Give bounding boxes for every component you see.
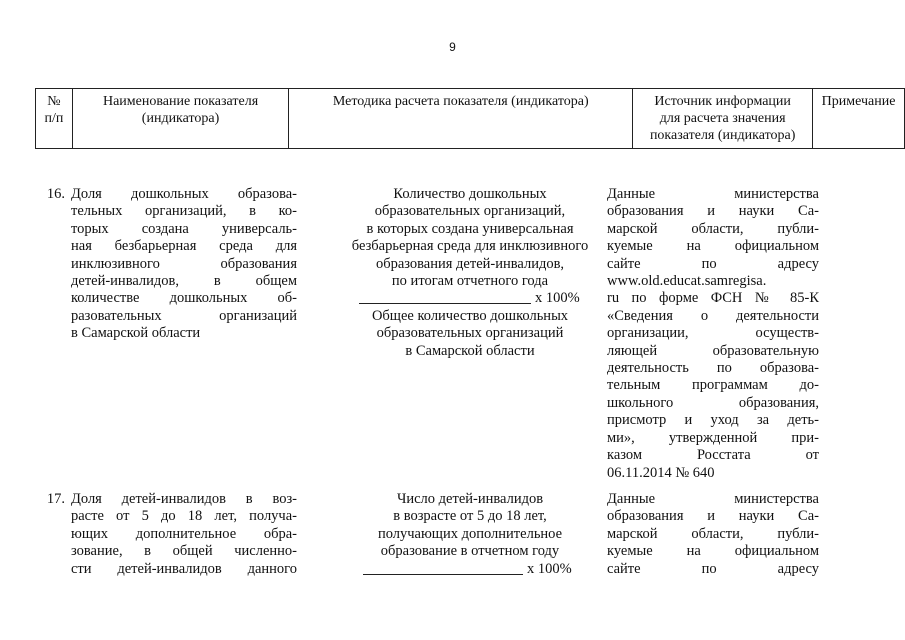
method-numerator-line: образование в отчетном году bbox=[380, 543, 560, 560]
header-source-line: показателя (индикатора) bbox=[649, 128, 796, 143]
fraction-bar bbox=[305, 561, 635, 578]
source-line: тельным программам до- bbox=[607, 377, 819, 394]
source-line: казом Росстата от bbox=[607, 447, 819, 464]
header-source-line: Источник информации bbox=[654, 94, 791, 109]
fraction-line bbox=[359, 303, 531, 304]
table-row bbox=[35, 491, 905, 591]
indicator-name-line: количестве дошкольных об- bbox=[71, 290, 297, 307]
indicator-name-line: инклюзивного образования bbox=[71, 255, 297, 272]
indicator-name-line: Доля детей-инвалидов в воз- bbox=[71, 491, 297, 507]
information-source bbox=[607, 186, 819, 482]
source-line: ru по форме ФСН № 85-К bbox=[607, 290, 819, 307]
method-numerator-line: в которых создана универсальная bbox=[366, 220, 574, 237]
source-line: ляющей образовательную bbox=[607, 342, 819, 359]
header-source-line: для расчета значения bbox=[659, 111, 786, 126]
row-number: 17. bbox=[46, 491, 65, 507]
source-line: www.old.educat.samregisa. bbox=[607, 273, 767, 290]
information-source bbox=[607, 491, 819, 578]
source-line: марской области, публи- bbox=[607, 525, 819, 542]
method-numerator-line: Количество дошкольных bbox=[393, 186, 547, 202]
method-multiplier: x 100% bbox=[535, 290, 580, 307]
indicator-name-line: сти детей-инвалидов данного bbox=[71, 560, 297, 577]
fraction-line bbox=[363, 574, 523, 575]
source-line: сайте по адресу bbox=[607, 255, 819, 272]
fraction-bar bbox=[305, 290, 635, 307]
header-number-line: п/п bbox=[44, 111, 64, 126]
indicator-name-line: ная безбарьерная среда для bbox=[71, 238, 297, 255]
header-number-line: № bbox=[47, 94, 61, 109]
header-note-line: Примечание bbox=[821, 94, 896, 109]
header-name-line: Наименование показателя bbox=[102, 94, 259, 109]
source-line: деятельность по образова- bbox=[607, 360, 819, 377]
row-number: 16. bbox=[46, 186, 65, 202]
method-denominator-line: Общее количество дошкольных bbox=[371, 307, 569, 324]
page-number: 9 bbox=[449, 40, 456, 54]
method-numerator-line: по итогам отчетного года bbox=[391, 273, 549, 290]
header-method-cell bbox=[289, 89, 633, 149]
header-number-cell bbox=[36, 89, 73, 149]
method-multiplier: x 100% bbox=[527, 560, 572, 577]
indicator-name bbox=[71, 491, 297, 578]
calculation-method bbox=[305, 186, 635, 360]
method-denominator-line: образовательных организаций bbox=[376, 325, 564, 342]
header-method-line: Методика расчета показателя (индикатора) bbox=[332, 94, 589, 109]
source-line: 06.11.2014 № 640 bbox=[607, 464, 715, 481]
indicator-name-line: тельных организаций, в ко- bbox=[71, 203, 297, 220]
table-row bbox=[35, 186, 905, 486]
method-numerator-line: получающих дополнительное bbox=[377, 525, 563, 542]
source-line: марской области, публи- bbox=[607, 220, 819, 237]
header-source-cell bbox=[633, 89, 813, 149]
source-line: «Сведения о деятельности bbox=[607, 307, 819, 324]
source-line: Данные министерства bbox=[607, 491, 819, 507]
header-name-line: (индикатора) bbox=[141, 111, 220, 126]
calculation-method bbox=[305, 491, 635, 578]
header-note-cell bbox=[813, 89, 905, 149]
indicator-name-line: зование, в общей численно- bbox=[71, 543, 297, 560]
indicator-name-line: расте от 5 до 18 лет, получа- bbox=[71, 508, 297, 525]
method-numerator-line: безбарьерная среда для инклюзивного bbox=[351, 238, 589, 255]
source-line: образования и науки Са- bbox=[607, 203, 819, 220]
source-line: ми», утвержденной при- bbox=[607, 429, 819, 446]
method-numerator-line: образования детей-инвалидов, bbox=[375, 255, 565, 272]
header-name-cell bbox=[72, 89, 289, 149]
method-numerator-line: Число детей-инвалидов bbox=[396, 491, 544, 507]
source-line: Данные министерства bbox=[607, 186, 819, 202]
method-numerator-line: в возрасте от 5 до 18 лет, bbox=[393, 508, 547, 525]
indicator-name-line: ющих дополнительное обра- bbox=[71, 525, 297, 542]
source-line: куемые на официальном bbox=[607, 238, 819, 255]
indicator-name-line: детей-инвалидов, в общем bbox=[71, 273, 297, 290]
indicator-name-line: разовательных организаций bbox=[71, 307, 297, 324]
method-numerator-line: образовательных организаций, bbox=[374, 203, 566, 220]
indicator-name-line: Доля дошкольных образова- bbox=[71, 186, 297, 202]
indicator-name-line: торых создана универсаль- bbox=[71, 220, 297, 237]
source-line: организации, осуществ- bbox=[607, 325, 819, 342]
source-line: школьного образования, bbox=[607, 394, 819, 411]
indicator-name-line: в Самарской области bbox=[71, 325, 201, 342]
source-line: образования и науки Са- bbox=[607, 508, 819, 525]
table-header bbox=[35, 88, 905, 149]
source-line: куемые на официальном bbox=[607, 543, 819, 560]
method-denominator-line: в Самарской области bbox=[405, 342, 535, 359]
source-line: сайте по адресу bbox=[607, 560, 819, 577]
indicator-name bbox=[71, 186, 297, 343]
source-line: присмотр и уход за деть- bbox=[607, 412, 819, 429]
